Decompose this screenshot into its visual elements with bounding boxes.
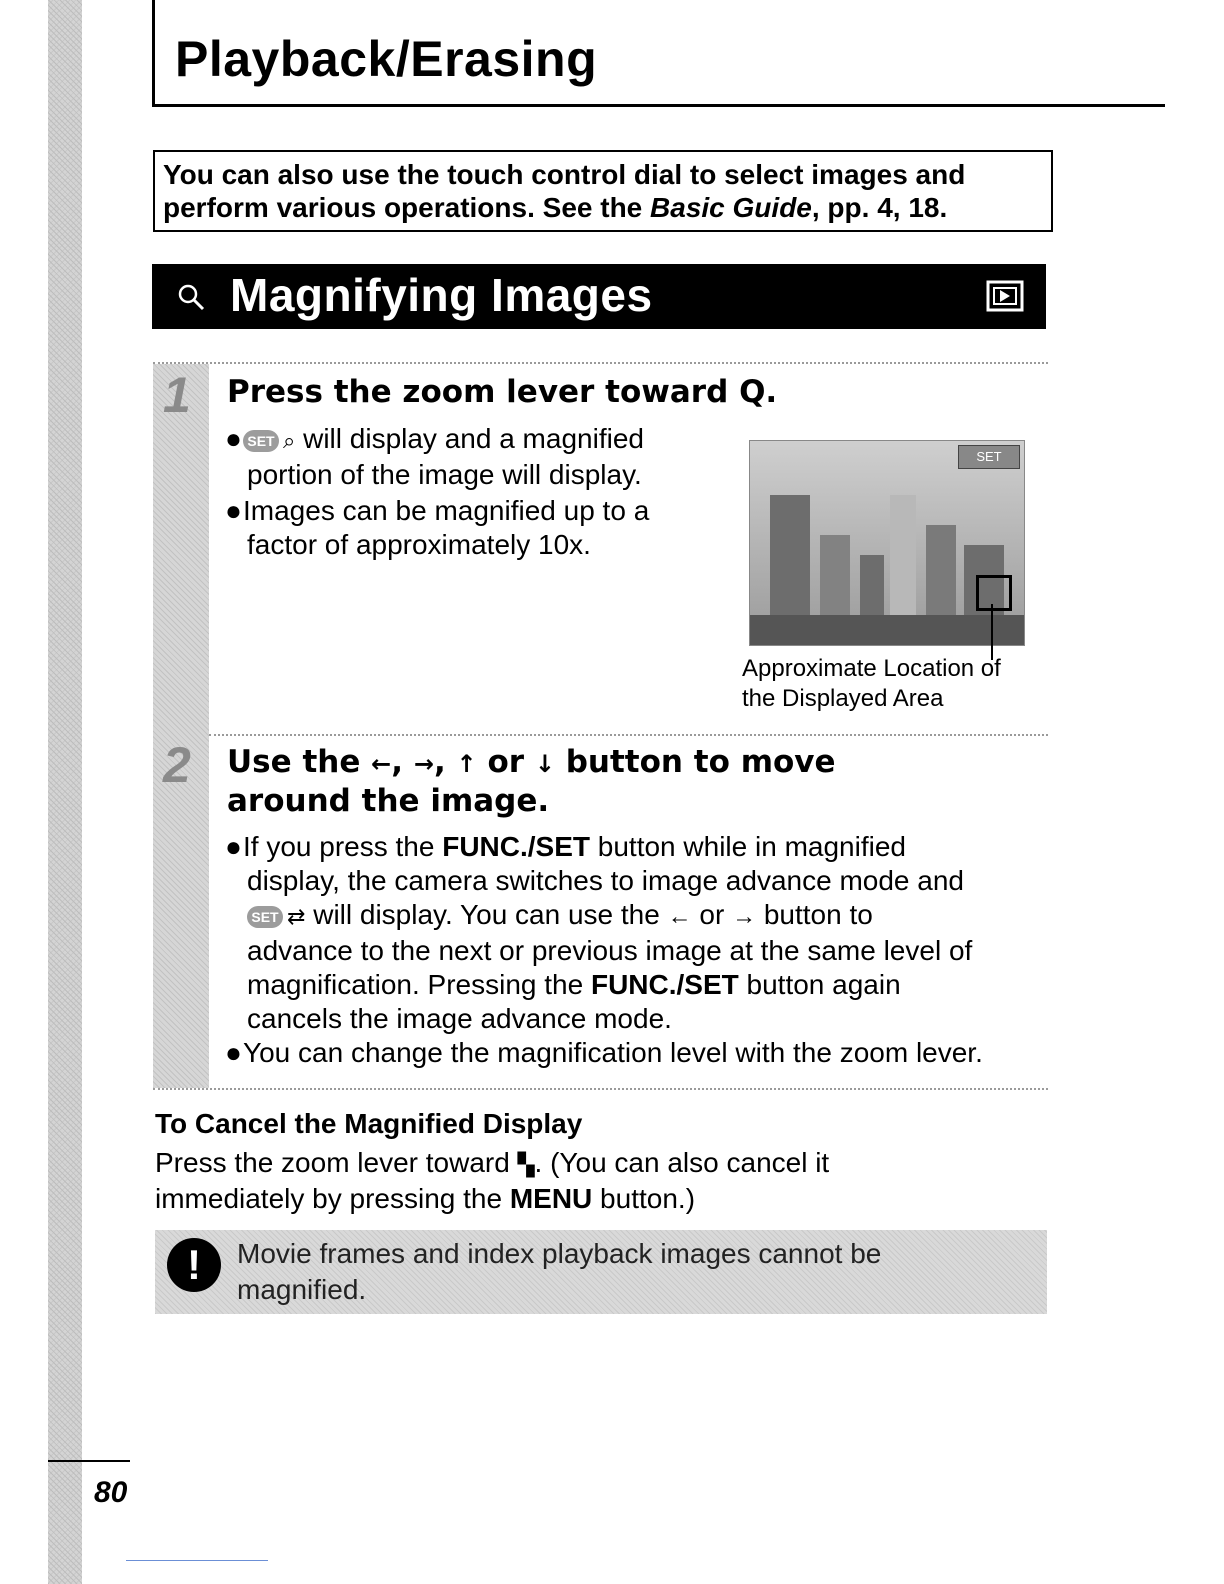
caution-text [237,1236,881,1308]
step-2-heading-or: or [487,744,525,780]
step-1-bullet-1-line-2: portion of the image will display. [247,459,642,490]
s2b1-l3-or: or [699,899,725,930]
s2b1-l2: display, the camera switches to image advance mode and [247,865,964,896]
cancel-text [155,1146,1035,1216]
photo-caption [742,654,1001,714]
s2b1-l3-post: will display. You can use the [305,899,668,930]
caution-box [155,1230,1047,1314]
set-magnify-badge: SET [958,445,1020,469]
cancel-l1-post: . (You can also cancel it [534,1147,830,1178]
step-2-bullet-2-text: You can change the magnification level with the zoom lever. [243,1037,983,1068]
bullet-dot: ● [225,831,242,862]
caption-line-1: Approximate Location of [742,655,1001,682]
cancel-l2-pre: immediately by pressing the [155,1183,510,1214]
note-line-2-prefix: perform various operations. See the [163,192,651,223]
step-1-number: 1 [163,367,191,423]
step-1-bullet-2-line-2: factor of approximately 10x. [247,529,591,560]
step-2-bullet-1 [225,830,1035,1036]
s2b1-l3 [225,898,1035,934]
page-header [152,0,1165,107]
s2b1-l1-post: button while in magnified [590,831,906,862]
s2b1-l6: cancels the image advance mode. [247,1003,672,1034]
down-arrow-icon: ↓ [534,750,555,778]
caution-line-1: Movie frames and index playback images cannot be [237,1238,882,1269]
cancel-title: To Cancel the Magnified Display [155,1108,583,1139]
s2b1-l1-pre: If you press the [243,831,443,862]
left-arrow-icon: ← [667,903,692,930]
cancel-l1-pre: Press the zoom lever toward [155,1147,518,1178]
s2b1-l5 [225,968,1035,1002]
right-arrow-icon: → [413,750,434,778]
playback-icon [986,280,1024,312]
step-2-heading: Use the ←, →, ↑ or ↓ button to move around the image. [227,744,836,819]
menu-label: MENU [509,1183,593,1214]
caption-line-2: the Displayed Area [742,685,944,712]
step-1-heading [227,374,777,411]
step-2-heading-prefix: Use the [227,744,372,780]
cancel-l2-post: button.) [592,1183,696,1214]
step-1-bullet-1 [225,422,644,492]
bullet-dot: ● [225,423,242,454]
caution-line-2: magnified. [237,1274,367,1305]
section-header [152,264,1046,329]
caution-icon: ! [167,1238,221,1292]
note-line-1: You can also use the touch control dial to select images and [163,159,966,190]
note-box [153,150,1053,232]
caption-pointer-line [991,604,993,660]
page-number-rule [48,1460,130,1462]
zoom-tele-symbol: Q. [739,374,778,410]
magnified-city-photo [749,440,1025,646]
bottom-link-line [126,1560,268,1561]
magnify-indicator-icon: ⌕ [283,428,296,453]
step-1-bullet-2-line-1: Images can be magnified up to a [243,495,650,526]
step-2-bullet-2 [225,1036,983,1070]
display-area-frame [976,575,1012,611]
page-edge-strip [48,0,82,1584]
bullet-dot: ● [225,1037,242,1068]
step-2-heading-suffix: button to move [554,744,836,780]
magnify-icon [176,282,206,312]
step-divider [209,734,1048,736]
step-number-strip [153,364,209,1088]
page-title: Playback/Erasing [175,31,598,87]
s2b1-l4: advance to the next or previous image at the same level of [247,935,973,966]
step-1-bullet-1-line-1: will display and a magnified [295,423,644,454]
set-icon: SET [243,430,279,452]
section-title: Magnifying Images [230,269,653,321]
basic-guide-reference: Basic Guide [650,192,812,223]
s2b1-l5-post: button again [738,969,901,1000]
bullet-dot: ● [225,495,242,526]
image-advance-icon: ⇄ [287,904,306,929]
left-arrow-icon: ← [371,750,392,778]
note-line-2-suffix: , pp. 4, 18. [811,192,948,223]
page-number: 80 [94,1476,128,1509]
func-set-label: FUNC./SET [442,831,590,862]
zoom-wide-index-icon: ▚ [517,1152,535,1177]
func-set-label: FUNC./SET [590,969,739,1000]
step-2-heading-line-2: around the image. [227,783,550,819]
step-1-heading-text: Press the zoom lever toward [227,374,740,410]
step-1-bullet-2 [225,494,649,562]
s2b1-l5-pre: magnification. Pressing the [247,969,591,1000]
right-arrow-icon: → [732,903,757,930]
s2b1-l3-end: button to [756,899,873,930]
step-2-number: 2 [163,737,191,793]
up-arrow-icon: ↑ [456,750,477,778]
set-icon: SET [247,906,283,928]
